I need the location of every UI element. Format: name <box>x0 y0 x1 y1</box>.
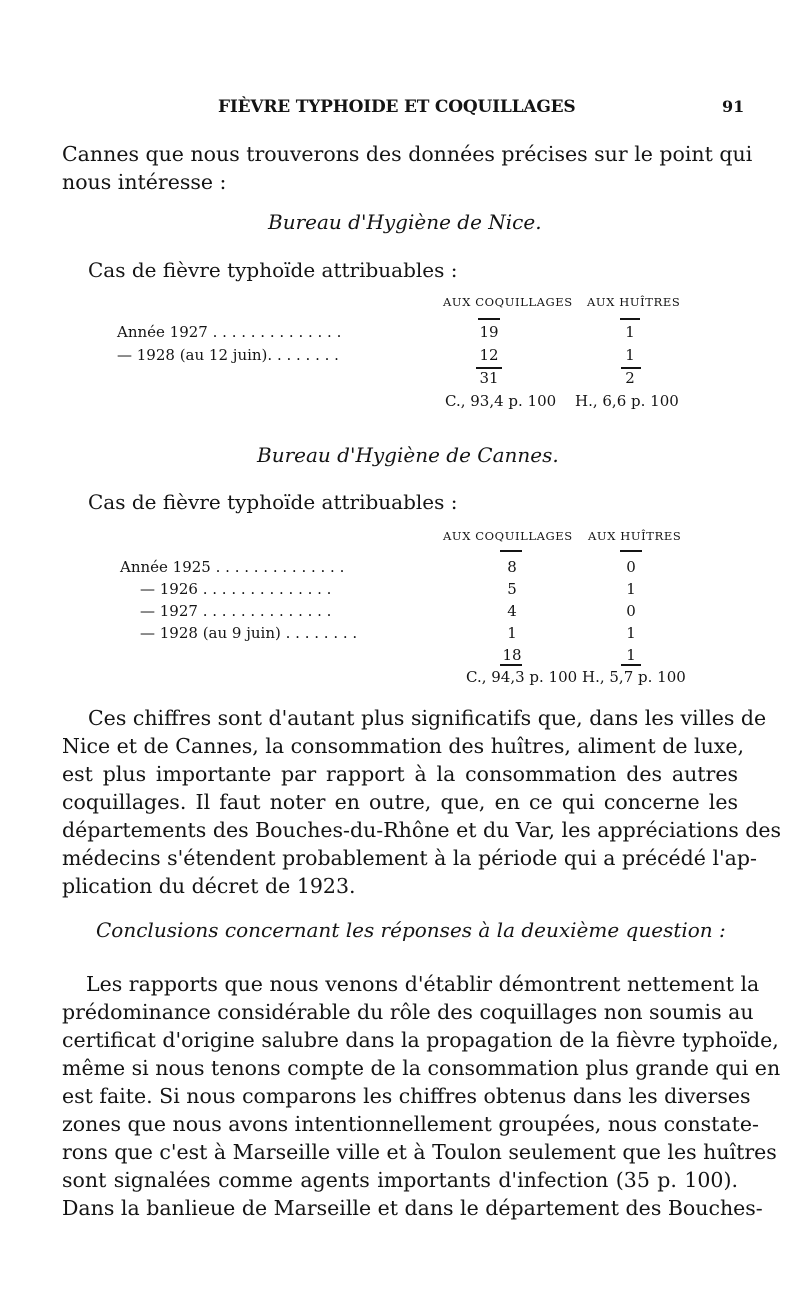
text-line: Cannes que nous trouverons des données précises sur le point qui <box>62 142 753 166</box>
cannes-row-huitres: 0 <box>626 558 636 576</box>
cannes-heading: Bureau d'Hygiène de Cannes. <box>257 443 559 467</box>
cannes-row-coquillages: 1 <box>507 624 517 642</box>
nice-row-label: — 1928 (au 12 juin). . . . . . . . <box>117 346 339 364</box>
cannes-caption: Cas de fièvre typhoïde attribuables : <box>88 490 458 514</box>
cannes-total-huitres: 1 <box>626 646 636 664</box>
text-line: même si nous tenons compte de la consommation plus grande qui en <box>62 1056 781 1080</box>
text-line: sont signalées comme agents importants d'infection (35 p. 100). <box>62 1168 738 1192</box>
nice-caption: Cas de fièvre typhoïde attribuables : <box>88 258 458 282</box>
cannes-col-huitres: AUX HUÎTRES <box>588 529 682 543</box>
text-line: certificat d'origine salubre dans la propagation de la fièvre typhoïde, <box>62 1028 779 1052</box>
text-line: coquillages. Il faut noter en outre, que, en ce qui concerne les <box>62 790 738 814</box>
cannes-row-huitres: 1 <box>626 580 636 598</box>
nice-col-coquillages: AUX COQUILLAGES <box>443 295 573 309</box>
nice-row-coquillages: 12 <box>479 346 499 364</box>
text-line: est plus importante par rapport à la consommation des autres <box>62 762 738 786</box>
text-line: nous intéresse : <box>62 170 227 194</box>
nice-row-coquillages: 19 <box>479 323 499 341</box>
cannes-total-rule <box>500 664 522 666</box>
cannes-row-huitres: 0 <box>626 602 636 620</box>
text-line: Les rapports que nous venons d'établir démontrent nettement la <box>86 972 760 996</box>
nice-row-label: Année 1927 . . . . . . . . . . . . . . <box>117 323 342 341</box>
text-line: Dans la banlieue de Marseille et dans le département des Bouches- <box>62 1196 763 1220</box>
nice-heading: Bureau d'Hygiène de Nice. <box>268 210 542 234</box>
nice-pct-huitres: H., 6,6 p. 100 <box>575 392 679 410</box>
cannes-pct-huitres: H., 5,7 p. 100 <box>582 668 686 686</box>
cannes-row-label: Année 1925 . . . . . . . . . . . . . . <box>120 558 345 576</box>
cannes-row-label: — 1926 . . . . . . . . . . . . . . <box>140 580 332 598</box>
text-line: Ces chiffres sont d'autant plus significatifs que, dans les villes de <box>88 706 767 730</box>
cannes-row-label: — 1927 . . . . . . . . . . . . . . <box>140 602 332 620</box>
cannes-total-rule <box>621 664 641 666</box>
nice-col-rule <box>620 318 640 320</box>
cannes-row-label: — 1928 (au 9 juin) . . . . . . . . <box>140 624 358 642</box>
cannes-pct-coquillages: C., 94,3 p. 100 <box>466 668 578 686</box>
cannes-row-huitres: 1 <box>626 624 636 642</box>
cannes-row-coquillages: 4 <box>507 602 517 620</box>
paragraph-conclusions <box>62 970 781 1222</box>
text-line: prédominance considérable du rôle des coquillages non soumis au <box>62 1000 754 1024</box>
cannes-col-coquillages: AUX COQUILLAGES <box>443 529 573 543</box>
nice-total-coquillages: 31 <box>479 369 499 387</box>
paragraph-chiffres <box>62 704 782 900</box>
cannes-col-rule <box>620 550 642 552</box>
page-number: 91 <box>722 97 745 116</box>
text-line: rons que c'est à Marseille ville et à Toulon seulement que les huîtres <box>62 1140 777 1164</box>
nice-row-huitres: 1 <box>625 346 635 364</box>
text-line: départements des Bouches-du-Rhône et du Var, les appréciations des <box>62 818 782 842</box>
running-title: FIÈVRE TYPHOIDE ET COQUILLAGES <box>218 97 576 117</box>
text-line: est faite. Si nous comparons les chiffres obtenus dans les diverses <box>62 1084 751 1108</box>
nice-total-huitres: 2 <box>625 369 635 387</box>
intro-paragraph <box>62 140 753 196</box>
cannes-row-coquillages: 8 <box>507 558 517 576</box>
nice-row-huitres: 1 <box>625 323 635 341</box>
cannes-total-coquillages: 18 <box>502 646 522 664</box>
text-line: Nice et de Cannes, la consommation des huîtres, aliment de luxe, <box>62 734 744 758</box>
cannes-col-rule <box>500 550 522 552</box>
nice-col-rule <box>478 318 500 320</box>
conclusion-heading: Conclusions concernant les réponses à la deuxième question : <box>96 918 726 942</box>
nice-pct-coquillages: C., 93,4 p. 100 <box>445 392 557 410</box>
text-line: plication du décret de 1923. <box>62 874 356 898</box>
text-line: zones que nous avons intentionnellement groupées, nous constate- <box>62 1112 759 1136</box>
text-line: médecins s'étendent probablement à la période qui a précédé l'ap- <box>62 846 757 870</box>
nice-col-huitres: AUX HUÎTRES <box>587 295 681 309</box>
cannes-row-coquillages: 5 <box>507 580 517 598</box>
